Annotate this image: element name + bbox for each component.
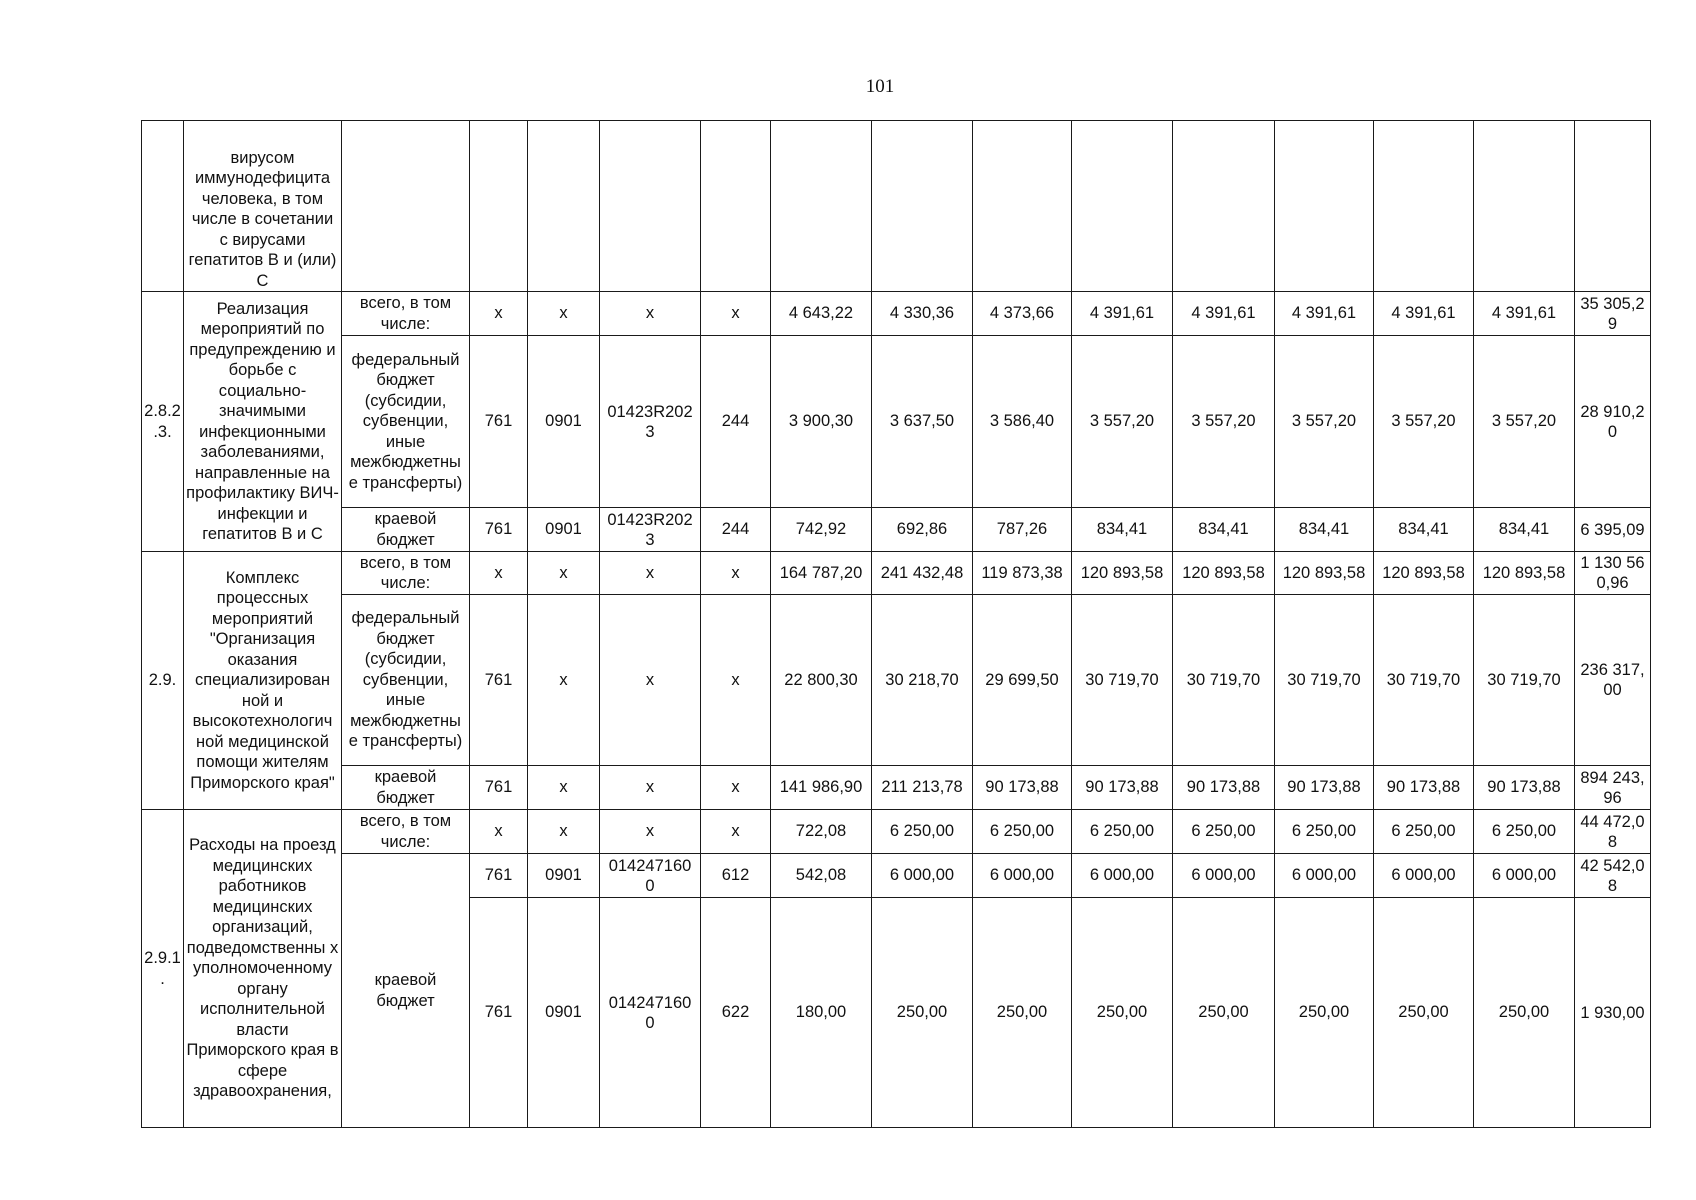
value-year-2: 211 213,78 [872,766,973,810]
row-number: 2.8.2 .3. [142,292,184,552]
value-year-6: 3 557,20 [1275,336,1374,508]
funding-source: федеральный бюджет (субсидии, субвенции, иные межбюджетны е трансферты) [342,336,470,508]
value-year-8: 6 250,00 [1474,810,1575,854]
value-year-8: 90 173,88 [1474,766,1575,810]
value-year-1: 164 787,20 [771,552,872,595]
value-year-1: 141 986,90 [771,766,872,810]
table-row [142,336,1651,508]
funding-source: всего, в том числе: [342,552,470,595]
page-number: 101 [865,76,895,97]
code-csr: x [600,292,701,336]
code-vr: 244 [701,508,771,552]
funding-source: краевой бюджет [342,854,470,1128]
code-grbs: x [470,810,528,854]
value-year-7: 120 893,58 [1374,552,1474,595]
value-year-5: 4 391,61 [1173,292,1275,336]
value-year-5: 6 000,00 [1173,854,1275,898]
code-rzpr: 0901 [528,898,600,1128]
value-year-4: 90 173,88 [1072,766,1173,810]
value-year-3: 787,26 [973,508,1072,552]
code-grbs: 761 [470,595,528,766]
code-grbs: 761 [470,336,528,508]
value-year-8: 834,41 [1474,508,1575,552]
code-rzpr: 0901 [528,336,600,508]
code-rzpr: x [528,292,600,336]
value-year-7: 30 719,70 [1374,595,1474,766]
code-vr: 622 [701,898,771,1128]
value-year-3: 90 173,88 [973,766,1072,810]
code-rzpr: 0901 [528,854,600,898]
value-year-1: 180,00 [771,898,872,1128]
table-row [142,766,1651,810]
value-year-2: 241 432,48 [872,552,973,595]
code-grbs: 761 [470,854,528,898]
table-row [142,854,1651,898]
value-year-6: 90 173,88 [1275,766,1374,810]
value-year-3: 29 699,50 [973,595,1072,766]
value-year-7: 90 173,88 [1374,766,1474,810]
code-csr: x [600,810,701,854]
value-year-1: 4 643,22 [771,292,872,336]
code-csr: x [600,552,701,595]
code-csr: 014247160 0 [600,854,701,898]
code-rzpr: x [528,552,600,595]
value-total: 44 472,0 8 [1575,810,1651,854]
value-year-3: 6 250,00 [973,810,1072,854]
code-rzpr: x [528,810,600,854]
value-year-4: 250,00 [1072,898,1173,1128]
code-grbs: 761 [470,508,528,552]
value-total: 1 130 56 0,96 [1575,552,1651,595]
value-year-3: 250,00 [973,898,1072,1128]
code-rzpr: x [528,766,600,810]
value-year-4: 120 893,58 [1072,552,1173,595]
value-year-1: 542,08 [771,854,872,898]
code-csr: 01423R202 3 [600,336,701,508]
table-row [142,810,1651,854]
value-year-8: 250,00 [1474,898,1575,1128]
code-vr: x [701,292,771,336]
code-grbs: 761 [470,898,528,1128]
value-total: 28 910,2 0 [1575,336,1651,508]
value-year-2: 3 637,50 [872,336,973,508]
value-year-7: 6 000,00 [1374,854,1474,898]
value-year-2: 4 330,36 [872,292,973,336]
value-year-8: 30 719,70 [1474,595,1575,766]
value-year-8: 3 557,20 [1474,336,1575,508]
code-vr: 244 [701,336,771,508]
value-year-4: 834,41 [1072,508,1173,552]
table-row [142,595,1651,766]
value-year-3: 119 873,38 [973,552,1072,595]
budget-table [141,120,1651,1128]
row-name: вирусом иммунодефицита человека, в том числе в сочетании с вирусами гепатитов В и (или) С [184,121,342,292]
value-year-6: 6 000,00 [1275,854,1374,898]
value-year-4: 4 391,61 [1072,292,1173,336]
code-csr: x [600,595,701,766]
funding-source: краевой бюджет [342,508,470,552]
code-vr: x [701,766,771,810]
value-year-2: 30 218,70 [872,595,973,766]
code-grbs: x [470,552,528,595]
value-year-6: 30 719,70 [1275,595,1374,766]
value-year-7: 6 250,00 [1374,810,1474,854]
value-total: 6 395,09 [1575,508,1651,552]
value-year-5: 120 893,58 [1173,552,1275,595]
value-year-5: 90 173,88 [1173,766,1275,810]
code-vr: 612 [701,854,771,898]
value-year-2: 6 000,00 [872,854,973,898]
code-csr: 014247160 0 [600,898,701,1128]
value-total: 35 305,2 9 [1575,292,1651,336]
value-year-7: 834,41 [1374,508,1474,552]
code-rzpr: x [528,595,600,766]
value-year-1: 22 800,30 [771,595,872,766]
value-year-1: 3 900,30 [771,336,872,508]
value-year-8: 120 893,58 [1474,552,1575,595]
value-year-7: 3 557,20 [1374,336,1474,508]
code-grbs: 761 [470,766,528,810]
value-year-5: 3 557,20 [1173,336,1275,508]
code-rzpr: 0901 [528,508,600,552]
row-name: Расходы на проезд медицинских работников медицинских организаций, подведомственны х уполномоченному органу исполнительной власти Приморского края в сфере здравоохранения, [184,810,342,1128]
value-year-7: 250,00 [1374,898,1474,1128]
value-year-4: 6 250,00 [1072,810,1173,854]
value-year-6: 120 893,58 [1275,552,1374,595]
value-year-5: 834,41 [1173,508,1275,552]
value-year-2: 692,86 [872,508,973,552]
value-total: 1 930,00 [1575,898,1651,1128]
value-year-3: 3 586,40 [973,336,1072,508]
value-year-3: 4 373,66 [973,292,1072,336]
table-row [142,552,1651,595]
value-year-5: 250,00 [1173,898,1275,1128]
table-row-continuation [142,121,1651,292]
code-vr: x [701,595,771,766]
value-year-1: 722,08 [771,810,872,854]
row-name: Реализация мероприятий по предупреждению и борьбе с социально-значимыми инфекционными заболеваниями, направленные на профилактику ВИЧ-инфекции и гепатитов В и С [184,292,342,552]
value-year-8: 6 000,00 [1474,854,1575,898]
funding-source: федеральный бюджет (субсидии, субвенции, иные межбюджетны е трансферты) [342,595,470,766]
value-year-6: 250,00 [1275,898,1374,1128]
row-number: 2.9.1 . [142,810,184,1128]
table-row [142,292,1651,336]
value-year-2: 6 250,00 [872,810,973,854]
value-year-5: 30 719,70 [1173,595,1275,766]
code-grbs: x [470,292,528,336]
funding-source: всего, в том числе: [342,810,470,854]
code-csr: x [600,766,701,810]
row-number: 2.9. [142,552,184,810]
value-year-2: 250,00 [872,898,973,1128]
value-year-7: 4 391,61 [1374,292,1474,336]
value-year-1: 742,92 [771,508,872,552]
value-total: 894 243, 96 [1575,766,1651,810]
value-year-6: 6 250,00 [1275,810,1374,854]
value-year-6: 834,41 [1275,508,1374,552]
value-year-3: 6 000,00 [973,854,1072,898]
funding-source: краевой бюджет [342,766,470,810]
code-vr: x [701,810,771,854]
value-year-4: 30 719,70 [1072,595,1173,766]
value-year-4: 6 000,00 [1072,854,1173,898]
value-year-6: 4 391,61 [1275,292,1374,336]
value-year-4: 3 557,20 [1072,336,1173,508]
code-vr: x [701,552,771,595]
value-total: 42 542,0 8 [1575,854,1651,898]
funding-source: всего, в том числе: [342,292,470,336]
row-name: Комплекс процессных мероприятий "Организация оказания специализирован ной и высокотехнологич ной медицинской помощи жителям Приморского края" [184,552,342,810]
code-csr: 01423R202 3 [600,508,701,552]
table-row [142,508,1651,552]
value-year-8: 4 391,61 [1474,292,1575,336]
value-year-5: 6 250,00 [1173,810,1275,854]
value-total: 236 317, 00 [1575,595,1651,766]
